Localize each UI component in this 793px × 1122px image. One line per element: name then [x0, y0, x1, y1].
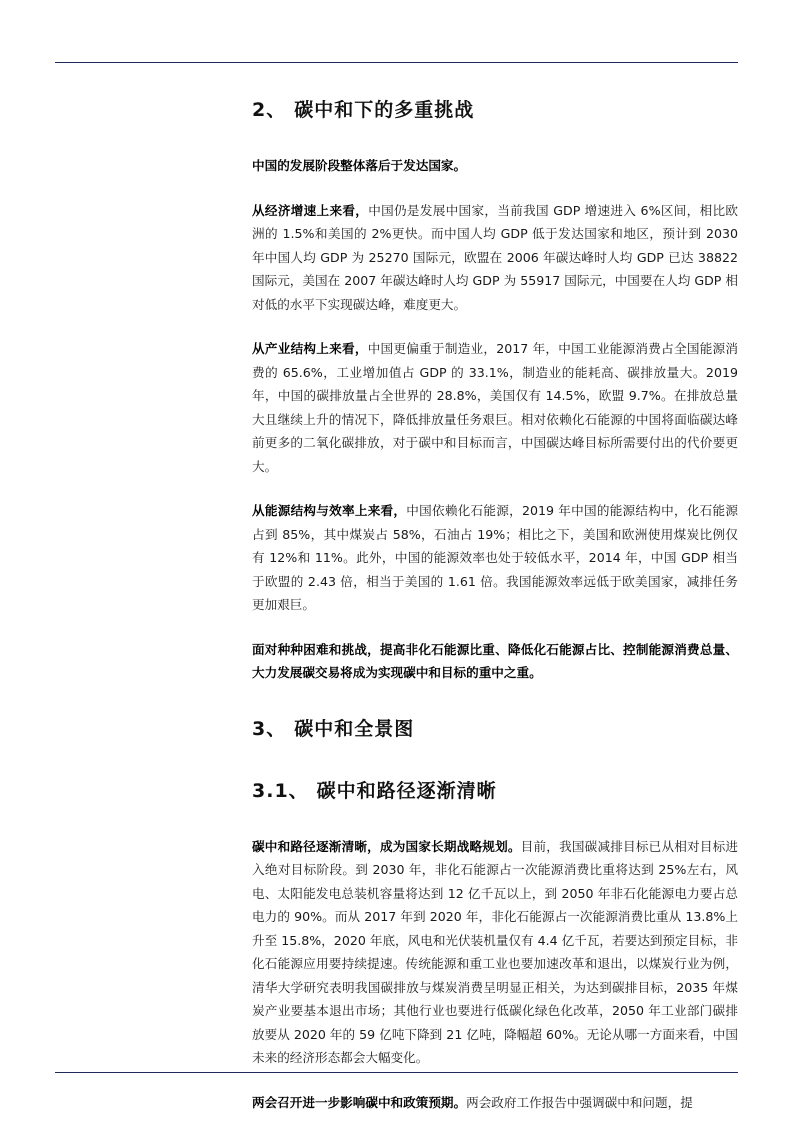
footer-rule [55, 1072, 738, 1073]
paragraph-economic-growth: 从经济增速上来看，中国仍是发展中国家，当前我国 GDP 增速进入 6%区间，相比欧洲的 1.5%和美国的 2%更快。而中国人均 GDP 低于发达国家和地区，预计到 2030 年中国人均 GDP 为 25270 国际元，欧盟在 2006 年碳达峰时人均 GDP 已达 38822 国际元，美国在 2007 年碳达峰时人均 GDP 为 55917 国际元，中国要在人均 GDP 相对低的水平下实现碳达峰，难度更大。 [252, 202, 738, 312]
section-2-heading: 2、 碳中和下的多重挑战 [252, 99, 475, 121]
section-3-heading: 3、 碳中和全景图 [252, 717, 415, 740]
paragraph-development-stage: 中国的发展阶段整体落后于发达国家。 [252, 158, 467, 173]
paragraph-industrial-structure: 从产业结构上来看，中国更偏重于制造业，2017 年，中国工业能源消费占全国能源消费的 65.6%，工业增加值占 GDP 的 33.1%，制造业的能耗高、碳排放量大。2019 年，中国的碳排放量占全世界的 28.8%，美国仅有 14.5%，欧盟 9.7%。在排放总量大且继续上升的情况下，降低排放量任务艰巨。相对依赖化石能源的中国将面临碳达峰前更多的二氧化碳排放，对于碳中和目标而言，中国碳达峰目标所需要付出的代价要更大。 [252, 341, 738, 474]
paragraph-energy-structure: 从能源结构与效率上来看，中国依赖化石能源，2019 年中国的能源结构中，化石能源占到 85%，其中煤炭占 58%，石油占 19%；相比之下，美国和欧洲使用煤炭比例仅有 12%和 11%。此外，中国的能源效率也处于较低水平，2014 年，中国 GDP 相当于欧盟的 2.43 倍，相当于美国的 1.61 倍。我国能源效率远低于欧美国家，减排任务更加艰巨。 [252, 503, 738, 612]
paragraph-conclusion: 面对种种困难和挑战，提高非化石能源比重、降低化石能源占比、控制能源消费总量、大力发展碳交易将成为实现碳中和目标的重中之重。 [252, 641, 738, 680]
header-rule [55, 62, 738, 63]
paragraph-two-sessions: 两会召开进一步影响碳中和政策预期。两会政府工作报告中强调碳中和问题，提 [252, 1094, 693, 1110]
paragraph-carbon-neutral-path: 碳中和路径逐渐清晰，成为国家长期战略规划。目前，我国碳减排目标已从相对目标进入绝对目标阶段。到 2030 年，非化石能源占一次能源消费比重将达到 25%左右，风电、太阳能发电总装机容量将达到 12 亿千瓦以上，到 2050 年非石化能源电力要占总电力的 90%。而从 2017 年到 2020 年，非化石能源占一次能源消费比重从 13.8%上升至 15.8%，2020 年底，风电和光伏装机量仅有 4.4 亿千瓦，若要达到预定目标，非化石能源应用要持续提速。传统能源和重工业也要加速改革和退出，以煤炭行业为例，清华大学研究表明我国碳排放与煤炭消费呈明显正相关，为达到碳排目标，2035 年煤炭产业要基本退出市场；其他行业也要进行低碳化绿色化改革，2050 年工业部门碳排放要从 2020 年的 59 亿吨下降到 21 亿吨，降幅超 60%。无论从哪一方面来看，中国未来的经济形态都会大幅变化。 [252, 838, 739, 1065]
section-3-1-heading: 3.1、 碳中和路径逐渐清晰 [252, 779, 497, 802]
document-body [252, 92, 738, 1114]
